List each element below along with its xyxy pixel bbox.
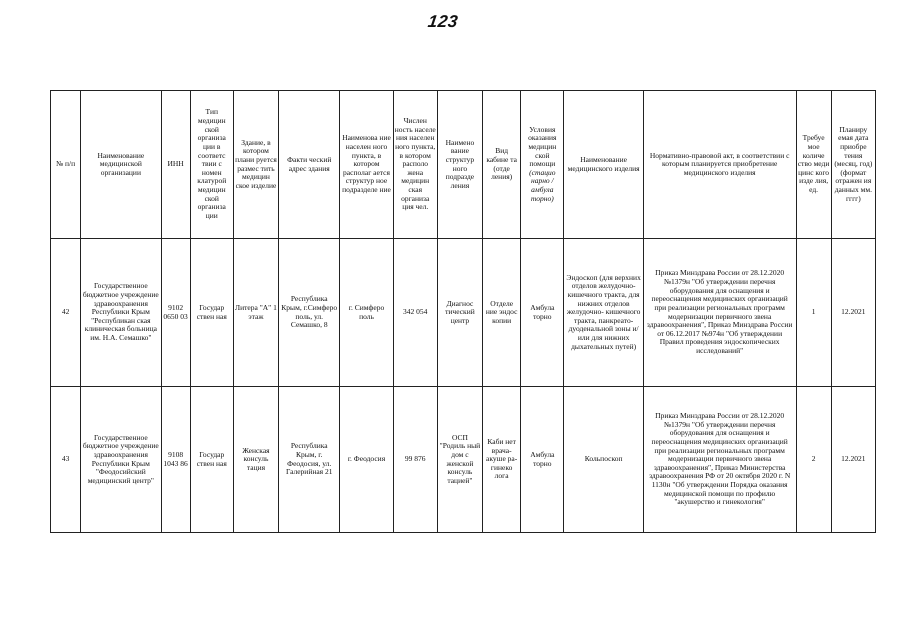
cell-quantity: 1 xyxy=(796,239,831,387)
cell-date: 12.2021 xyxy=(831,239,875,387)
cell-conditions: Амбула торно xyxy=(521,239,564,387)
equipment-table xyxy=(50,90,876,533)
cell-num: 43 xyxy=(51,387,81,533)
header-quantity: Требуе мое количе ство меди цинс кого изде лия, ед. xyxy=(796,91,831,239)
page-number: 123 xyxy=(426,12,460,31)
cell-legal-act: Приказ Минздрава России от 28.12.2020 №1379н "Об утверждении перечня оборудования для оснащения и переоснащения медицинских организаций при реализации региональных программ модернизации первичного звена здравоохранения", Приказ Министерства здравоохранения РФ от 20 октября 2020 г. N 1130н "Об утверждении Порядка оказания медицинской помощи по профилю "акушерство и гинекология" xyxy=(643,387,796,533)
cell-unit: Диагнос тический центр xyxy=(437,239,482,387)
header-conditions-sub: (стацио нарно / амбула торно) xyxy=(529,167,556,203)
cell-inn: 9108 1043 86 xyxy=(161,387,190,533)
table-header-row xyxy=(51,91,876,239)
header-org-name: Наименование медицинской организации xyxy=(81,91,161,239)
cell-org-type: Государ ствен ная xyxy=(190,239,233,387)
cell-address: Республика Крым, г. Феодосия, ул. Галерийная 21 xyxy=(279,387,340,533)
cell-num: 42 xyxy=(51,239,81,387)
cell-cabinet: Отделе ние эндос копии xyxy=(483,239,521,387)
header-cabinet: Вид кабине та (отде ления) xyxy=(483,91,521,239)
cell-population: 342 054 xyxy=(393,239,437,387)
header-settlement: Наименова ние населен ного пункта, в котором располаг ается структур ное подразделе ние xyxy=(340,91,393,239)
cell-settlement: г. Симферо поль xyxy=(340,239,393,387)
cell-inn: 9102 0650 03 xyxy=(161,239,190,387)
cell-org-name: Государственное бюджетное учреждение здравоохранения Республики Крым "Республикан ская клиническая больница им. Н.А. Семашко" xyxy=(81,239,161,387)
header-device: Наименование медицинского изделия xyxy=(564,91,643,239)
header-population: Числен ность населе ния населен ного пункта, в котором располо жена медицин ская организа ция чел. xyxy=(393,91,437,239)
header-conditions xyxy=(521,91,564,239)
cell-device: Кольпоскоп xyxy=(564,387,643,533)
header-conditions-main: Условия оказания медицин ской помощи xyxy=(528,124,557,169)
table-row xyxy=(51,239,876,387)
cell-address: Республика Крым, г.Симферо поль, ул. Семашко, 8 xyxy=(279,239,340,387)
cell-quantity: 2 xyxy=(796,387,831,533)
cell-date: 12.2021 xyxy=(831,387,875,533)
header-legal-act: Нормативно-правовой акт, в соответствии с которым планируется приобретение медицинского изделия xyxy=(643,91,796,239)
cell-building: Женская консуль тация xyxy=(233,387,278,533)
table-row xyxy=(51,387,876,533)
header-num: № п/п xyxy=(51,91,81,239)
header-unit: Наимено вание структур ного подразде ления xyxy=(437,91,482,239)
header-date: Планиру емая дата приобре тения (месяц, год) (формат отражен ия данных мм. гггг) xyxy=(831,91,875,239)
cell-unit: ОСП "Родиль ный дом с женской консуль тацией" xyxy=(437,387,482,533)
cell-building: Литера "А" 1 этаж xyxy=(233,239,278,387)
cell-org-type: Государ ствен ная xyxy=(190,387,233,533)
cell-settlement: г. Феодосия xyxy=(340,387,393,533)
cell-org-name: Государственное бюджетное учреждение здравоохранения Республики Крым "Феодосийский медицинский центр" xyxy=(81,387,161,533)
cell-legal-act: Приказ Минздрава России от 28.12.2020 №1379н "Об утверждении перечня оборудования для оснащения и переоснащения медицинских организаций при реализации региональных программ модернизации первичного звена здравоохранения", Приказ Минздрава России от 06.12.2017 №974н "Об утверждении Правил проведения эндоскопических исследований" xyxy=(643,239,796,387)
cell-device: Эндоскоп (для верхних отделов желудочно- кишечного тракта, для нижних отделов желудочно- кишечного тракта, панкреато- дуоденальной зоны и/или для нижних дыхательных путей) xyxy=(564,239,643,387)
header-building: Здание, в котором плани руется размес тить медицин ское изделие xyxy=(233,91,278,239)
header-inn: ИНН xyxy=(161,91,190,239)
header-address: Факти ческий адрес здания xyxy=(279,91,340,239)
cell-population: 99 876 xyxy=(393,387,437,533)
cell-conditions: Амбула торно xyxy=(521,387,564,533)
header-org-type: Тип медицин ской организа ции в соответс твии с номен клатурой медицин ской организа ции xyxy=(190,91,233,239)
cell-cabinet: Каби нет врача- акуше ра- гинеко лога xyxy=(483,387,521,533)
